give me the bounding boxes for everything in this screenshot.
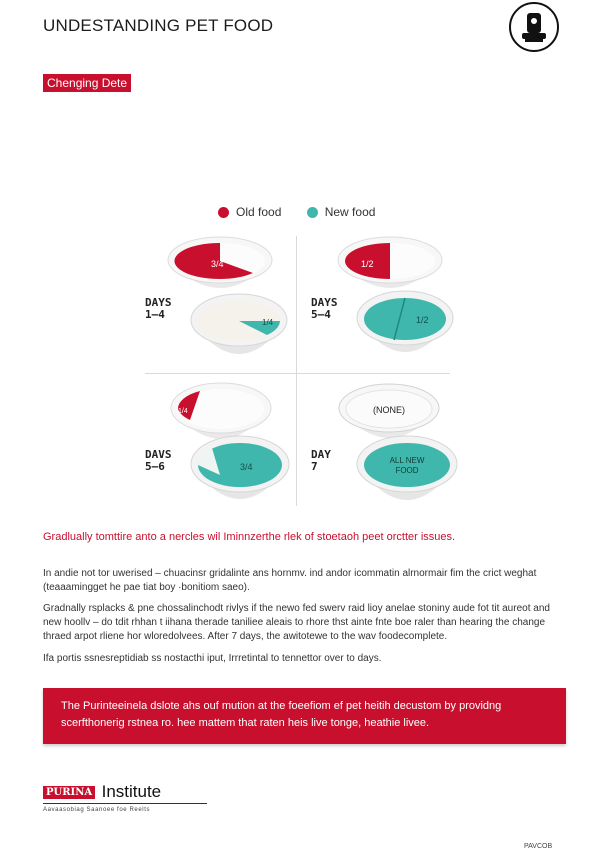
logo-divider [43,803,207,804]
pet-bowl-logo [509,2,559,52]
stage-3-new-food-bowl [188,430,292,508]
legend-old-food [218,205,281,219]
stage-4-day-label: DAY 7 [311,448,331,473]
stage-1-day-label: DAYS 1–4 [145,296,172,321]
stage-4-none-label: (NONE) [373,405,405,415]
body-paragraph-1: In andie not tor uwerised – chuacinsr gridalinte ans hornmv. ind andor icommatin alrnormair fim the crict weghat (teaaamingget he pae tiat boy ·bonitiom saeo). [43,568,537,593]
section-tag: Chenging Dete [43,74,131,92]
stage-1-old-fraction-label: 3/4 [211,259,224,269]
mission-callout [43,688,566,744]
legend [218,205,397,221]
body-headline: Gradlually tomttire anto a nercles wil Iminnzerthe rlek of stoetaoh peet orctter issues. [43,531,456,543]
document-code: PAVCOB [524,843,553,850]
legend-new-food [307,205,376,219]
old-food-swatch [218,207,229,218]
stage-4-all-new-bowl [354,430,460,510]
purina-institute-logo [43,782,161,802]
stage-2-new-fraction-label: 1/2 [416,315,429,325]
grid-divider-horizontal [145,373,450,374]
stage-3-old-fraction-label: 1/4 [178,408,188,415]
pet-food-bag-icon [511,4,557,50]
grid-divider-vertical [296,236,297,506]
stage-4-all-new-label: ALL NEW [389,456,425,465]
purina-brand-word: Institute [101,782,162,801]
mission-callout-text: The Purinteeinela dslote ahs ouf mution at the foeefiom ef pet heitih decustom by providng scerfthonerig rstnea ro. hee mattem that raten heis live tonge, heathie livee. [61,700,502,729]
page-title: UNDESTANDING PET FOOD [43,16,274,35]
stage-3-new-fraction-label: 3/4 [240,462,253,472]
legend-old-label: Old food [236,205,282,219]
legend-new-label: New food [324,205,376,219]
new-food-swatch [307,207,318,218]
stage-2-old-fraction-label: 1/2 [361,259,374,269]
stage-2-new-food-bowl [354,286,456,362]
stage-3-day-label: DAVS 5–6 [145,448,172,473]
body-paragraph-2: Gradnally rsplacks & pne chossalinchodt rivlys if the newo fed swerv raid lioy anelae stoniny aude fot tit aureot and new hoollv – do tdit rhhan t iihana therade taniliee aleais to rhore thst ainte fnte boe raler than hearing the change thraed arpot rliene hor wloredolvees. After 7 days, the awitotewe to the wav foodecomplete. [43,603,550,642]
purina-tagline: Aavaasobiag Saanoee foe Reelts [43,807,151,813]
body-paragraph-3: Ifa portis ssnesreptidiab ss nostacthi iput, Irrretintal to tennettor over to days. [43,653,382,664]
stage-4-food-label: FOOD [395,466,419,475]
stage-1-new-fraction-label: 1/4 [262,318,274,327]
stage-1-old-food-bowl [165,234,275,296]
stage-2-day-label: DAYS 5–4 [311,296,338,321]
stage-1-new-food-bowl [188,290,290,362]
purina-brand-box: PURINA [43,786,95,799]
